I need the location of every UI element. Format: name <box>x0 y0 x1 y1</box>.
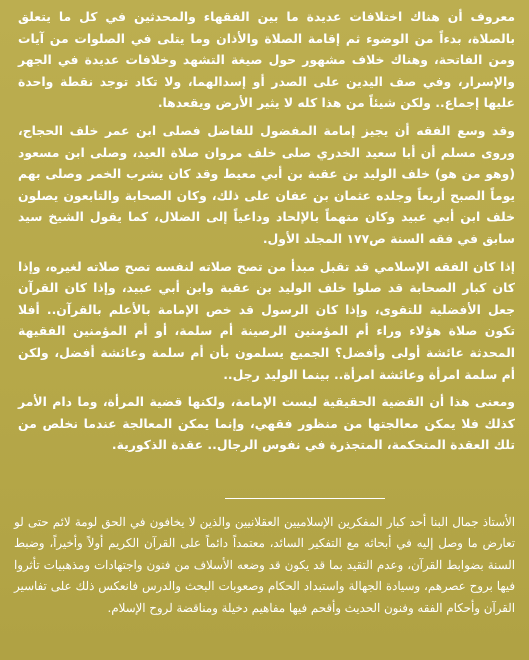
paragraph-1: معروف أن هناك اختلافات عديدة ما بين الفقهاء والمحدثين في كل ما يتعلق بالصلاة، بدءاً من الوضوء ثم إقامة الصلاة والأذان وما يتلى في الصلوات من آيات ومن الفاتحة، وهناك خلاف مشهور حول صيغة التشهد وخلافات عديدة في الجهر والإسرار، وفي صف اليدين على الصدر أو إسدالهما، ولا تكاد توجد نقطة واحدة عليها إجماع.. ولكن شيئاً من هذا كله لا يثير الأرض ويقعدها. <box>18 9 515 111</box>
paragraph-3: إذا كان الفقه الإسلامي قد تقبل مبدأ من تصح صلاته لنفسه تصح صلاته لغيره، وإذا كان كبار الصحابة قد صلوا خلف الوليد بن عقبة وابن أبي عبيد، وإذا كان القرآن جعل الأفضلية للتقوى، وإذا كان الرسول قد خص الإمامة بالأعلم بالقرآن.. أفلا تكون صلاة هؤلاء وراء أم المؤمنين الرصينة أم سلمة، أو أم المؤمنين الفقيهة المحدثة عائشة أولى وأفضل؟ الجميع يسلمون بأن أم سلمة وعائشة أفضل، ولكن أم سلمة امرأة وعائشة امرأة.. بينما الوليد رجل.. <box>18 258 515 382</box>
footnote-text: الأستاذ جمال البنا أحد كبار المفكرين الإسلاميين العقلانيين والذين لا يخافون في الحق لومة لائم حتى لو تعارض ما وصل إليه في أبحاثه مع التفكير السائد، معتمداً دائماً على القرآن الكريم أولاً وأخيراً، وضبط السنة بضوابط القرآن، وعدم التقيد بما قد يكون قد وضعه الأسلاف من فنون واجتهادات ومذهبيات تأثروا فيها بروح عصرهم، وسيادة الجهالة واستبداد الحكام وصعوبات البحث والدرس فانعكس ذلك على تفاسير القرآن وأحكام الفقه وفنون الحديث وأقحم فيها مفاهيم دخيلة ومناقضة لروح الإسلام. <box>14 515 515 615</box>
main-text <box>18 6 515 462</box>
footnote-divider <box>225 498 385 499</box>
paragraph-4: ومعنى هذا أن القضية الحقيقية ليست الإمامة، ولكنها قضية المرأة، وما دام الأمر كذلك فلا يمكن معالجتها من منظور فقهي، وإنما يمكن المعالجة عندما نخلص من تلك العقدة المتحكمة، المتجذرة في نفوس الرجال.. عقدة الذكورية. <box>18 394 515 453</box>
footnote <box>14 512 515 619</box>
paragraph-2: وقد وسع الفقه أن يجيز إمامة المفضول للفاضل فصلى ابن عمر خلف الحجاج، وروى مسلم أن أبا سعيد الخدري صلى خلف مروان صلاة العيد، وصلى ابن مسعود (وهو من هو) خلف الوليد بن عقبة بن أبي معيط وقد كان يشرب الخمر وصلى بهم يوماً الصبح أربعاً وجلده عثمان بن عفان على ذلك، وكان الصحابة والتابعون يصلون خلف ابن أبي عبيد وكان متهماً بالإلحاد وداعياً إلى الضلال، كما يقول الشيخ سيد سابق في فقه السنة ص١٧٧ المجلد الأول. <box>18 122 515 246</box>
